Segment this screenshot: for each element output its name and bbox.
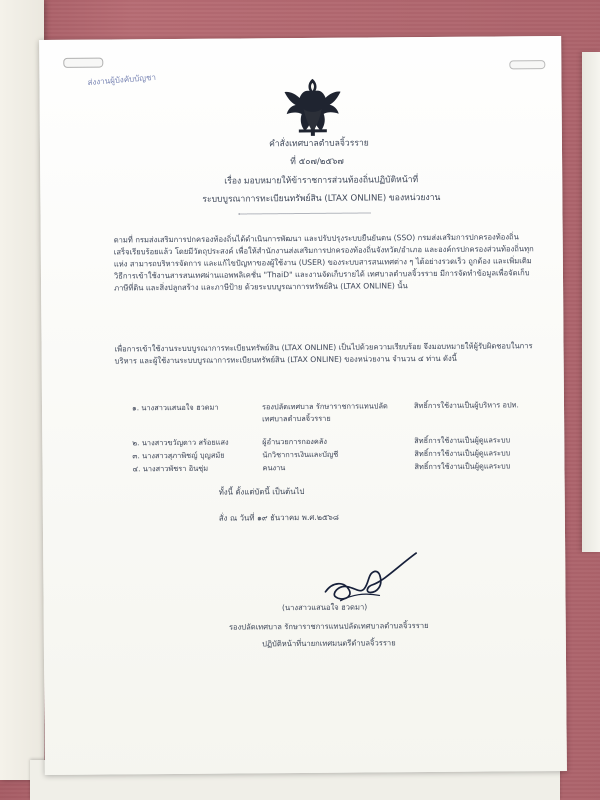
order-subject: เรื่อง มอบหมายให้ข้าราชการส่วนท้องถิ่นปฏิบัติหน้าที่: [224, 175, 419, 187]
order-heading: คำสั่งเทศบาลตำบลจิ้วรราย: [269, 138, 369, 150]
assignee-role: สิทธิ์การใช้งานเป็นผู้ดูแลระบบ: [414, 461, 511, 472]
signer-acting-title: ปฏิบัติหน้าที่นายกเทศมนตรีตำบลจิ้วรราย: [262, 638, 396, 649]
order-paragraph-2: เพื่อการเข้าใช้งานระบบบูรณาการทะเบียนทรัพย์สิน (LTAX ONLINE) เป็นไปด้วยความเรียบร้อย จึงมอบหมายให้ผู้รับผิดชอบในการบริหาร และผู้ใช้งานระบบบูรณาการทะเบียนทรัพย์สิน (LTAX ONLINE) ของหน่วยงาน จำนวน ๔ ท่าน ดังนี้: [114, 341, 533, 366]
assignee-position: ผู้อำนวยการกองคลัง: [262, 436, 327, 447]
assignee-name: ๑. นางสาวแสนอใจ ฮวดมา: [131, 402, 219, 413]
assignee-position: นักวิชาการเงินและบัญชี: [262, 449, 339, 460]
assignee-role: สิทธิ์การใช้งานเป็นผู้บริหาร อปท.: [413, 400, 519, 411]
assignee-position: รองปลัดเทศบาล รักษาราชการแทนปลัดเทศบาลตำบลจิ้วรราย: [261, 401, 388, 424]
assignment-row: [132, 399, 542, 426]
handwritten-note: ส่งงานผู้บังคับบัญชา: [87, 72, 157, 88]
assignment-row: [132, 460, 542, 487]
official-order-page: [39, 36, 567, 775]
effective-date-text: ทั้งนี้ ตั้งแต่บัดนี้ เป็นต้นไป: [218, 486, 305, 497]
signer-name: (นางสาวแสนอใจ ฮวดมา): [281, 602, 368, 613]
left-paper-edge: [0, 0, 44, 780]
assignee-role: สิทธิ์การใช้งานเป็นผู้ดูแลระบบ: [414, 435, 511, 446]
assignee-name: ๓. นางสาวสุภาพิชญ์ บุญสมัย: [132, 450, 225, 461]
assignee-name: ๔. นางสาวพัชรา อินชุ่ม: [132, 463, 209, 474]
header-divider: [238, 212, 370, 214]
right-staple-clip-icon: [509, 60, 545, 69]
order-system-name: ระบบบูรณาการทะเบียนทรัพย์สิน (LTAX ONLINE) ของหน่วยงาน: [202, 192, 441, 205]
right-paper-edge: [582, 52, 600, 552]
left-staple-clip-icon: [63, 58, 103, 68]
order-number: ที่ ๕๐๗/๒๕๖๗: [290, 156, 344, 168]
order-paragraph-1: ตามที่ กรมส่งเสริมการปกครองท้องถิ่นได้ดำเนินการพัฒนา และปรับปรุงระบบยืนยันตน (SSO) กรมส่งเสริมการปกครองท้องถิ่นเสร็จเรียบร้อยแล้ว โดยมีวัตถุประสงค์ เพื่อให้สำนักงานส่งเสริมการปกครองท้องถิ่นจังหวัด/อำเภอ และองค์กรปกครองส่วนท้องถิ่นทุกแห่ง สามารถบริหารจัดการ และแก้ไขปัญหาของผู้ใช้งาน (USER) ของระบบสารสนเทศต่าง ๆ ได้อย่างรวดเร็ว ถูกต้อง และเพิ่มเติมวิธีการเข้าใช้งานสารสนเทศผ่านแอพพลิเคชั่น "ThaiD" และงานจัดเก็บรายได้ เทศบาลตำบลจิ้วรราย มีการจัดทำข้อมูลเพื่อจัดเก็บภาษีที่ดิน และสิ่งปลูกสร้าง และภาษีป้าย ด้วยระบบบูรณาการทรัพย์สิน (LTAX ONLINE) นั้น: [113, 232, 534, 293]
signer-title: รองปลัดเทศบาล รักษาราชการแทนปลัดเทศบาลตำบลจิ้วรราย: [228, 621, 429, 632]
garuda-emblem-icon: [279, 74, 346, 143]
assignment-list: [131, 399, 542, 474]
assignee-role: สิทธิ์การใช้งานเป็นผู้ดูแลระบบ: [414, 448, 511, 459]
assignee-position: คนงาน: [262, 463, 286, 473]
assignee-name: ๒. นางสาวขวัญดาว สร้อยแสง: [132, 437, 229, 448]
order-date: สั่ง ณ วันที่ ๑๙ ธันวาคม พ.ศ.๒๕๖๘: [218, 512, 339, 523]
